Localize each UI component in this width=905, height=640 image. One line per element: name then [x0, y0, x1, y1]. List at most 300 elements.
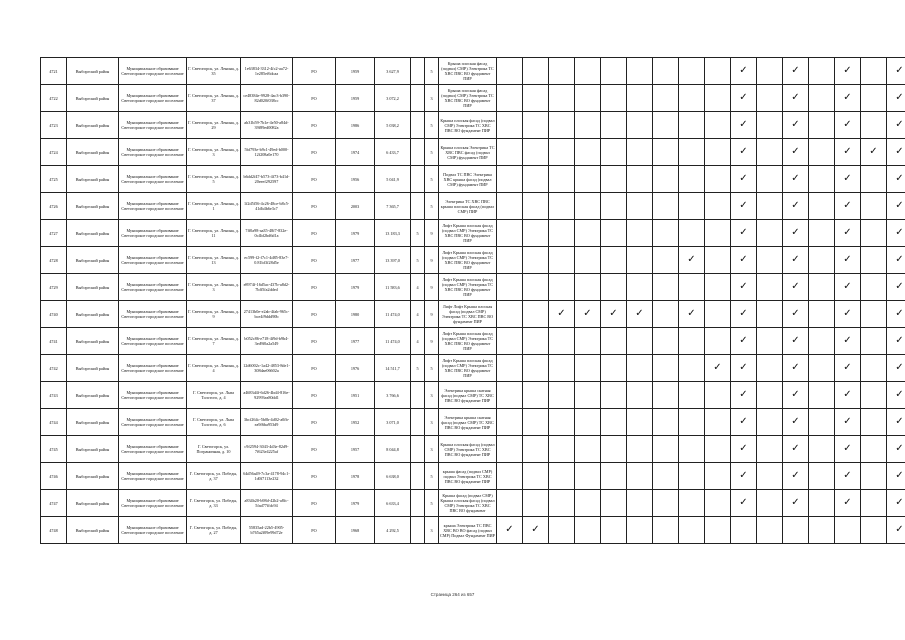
empty-mark-cell	[497, 193, 523, 220]
empty-mark-cell	[679, 409, 705, 436]
empty-mark-cell	[653, 355, 679, 382]
empty-mark-cell	[523, 193, 549, 220]
table-row	[41, 490, 905, 517]
empty-mark-cell	[861, 193, 887, 220]
empty-mark-cell	[523, 85, 549, 112]
empty-mark-cell	[705, 112, 731, 139]
type-cell: РО	[293, 193, 336, 220]
empty-mark-cell	[757, 517, 783, 544]
empty-mark-cell	[653, 301, 679, 328]
checkmark-icon: ✓	[887, 409, 905, 436]
floors-cell	[411, 139, 425, 166]
empty-mark-cell	[679, 220, 705, 247]
checkmark-icon: ✓	[731, 490, 757, 517]
works-cell: Лифт Крыша плоская фасад (подвал СМР) Электрика ТС ХВС ПВС ВО фундамент ПИР	[439, 220, 497, 247]
empty-mark-cell	[497, 85, 523, 112]
checkmark-icon: ✓	[887, 436, 905, 463]
entrances-cell: 5	[425, 355, 439, 382]
empty-mark-cell	[861, 220, 887, 247]
empty-mark-cell	[679, 517, 705, 544]
empty-mark-cell	[809, 166, 835, 193]
checkmark-icon: ✓	[783, 355, 809, 382]
empty-mark-cell	[627, 328, 653, 355]
empty-mark-cell	[627, 193, 653, 220]
owner-cell: Муниципальное образование Светогорское городское поселение	[119, 463, 187, 490]
empty-mark-cell	[653, 193, 679, 220]
table-row	[41, 166, 905, 193]
empty-mark-cell	[809, 139, 835, 166]
checkmark-icon: ✓	[783, 328, 809, 355]
empty-mark-cell	[627, 355, 653, 382]
area-cell: 3 766,6	[375, 382, 411, 409]
floors-cell: 5	[411, 220, 425, 247]
empty-mark-cell	[497, 463, 523, 490]
floors-cell	[411, 193, 425, 220]
table-row	[41, 193, 905, 220]
table-row	[41, 220, 905, 247]
checkmark-icon: ✓	[835, 220, 861, 247]
empty-mark-cell	[627, 436, 653, 463]
empty-mark-cell	[705, 247, 731, 274]
works-cell: Крыша плоская Электрика ТС ХВС ПВС фасад (подвал СМР) фундамент ПИР	[439, 139, 497, 166]
entrances-cell: 9	[425, 220, 439, 247]
checkmark-icon: ✓	[731, 85, 757, 112]
type-cell: РО	[293, 328, 336, 355]
empty-mark-cell	[627, 139, 653, 166]
address-cell: Г. Светогорск, ул. Ленина, д. 13	[187, 247, 241, 274]
type-cell: РО	[293, 301, 336, 328]
code-cell: ab31b59-7b1e-4e50-a84d-39f89ed0082a	[241, 112, 293, 139]
empty-mark-cell	[757, 112, 783, 139]
year-cell: 1978	[336, 463, 375, 490]
area-cell: 7 365,7	[375, 193, 411, 220]
year-cell: 1959	[336, 58, 375, 85]
floors-cell	[411, 166, 425, 193]
area-cell: 4 292,5	[375, 517, 411, 544]
checkmark-icon: ✓	[861, 139, 887, 166]
checkmark-icon: ✓	[887, 112, 905, 139]
checkmark-icon: ✓	[731, 301, 757, 328]
year-cell: 1980	[336, 301, 375, 328]
owner-cell: Муниципальное образование Светогорское городское поселение	[119, 139, 187, 166]
type-cell: РО	[293, 409, 336, 436]
empty-mark-cell	[549, 166, 575, 193]
empty-mark-cell	[653, 139, 679, 166]
area-cell: 13 183,3	[375, 220, 411, 247]
empty-mark-cell	[653, 490, 679, 517]
checkmark-icon: ✓	[731, 247, 757, 274]
entrances-cell: 9	[425, 247, 439, 274]
code-cell: 12d6002c-1a42-4853-8de1-308dae06602a	[241, 355, 293, 382]
checkmark-icon: ✓	[835, 193, 861, 220]
checkmark-icon: ✓	[835, 274, 861, 301]
district-cell: Выборгский район	[67, 166, 119, 193]
empty-mark-cell	[627, 247, 653, 274]
checkmark-icon: ✓	[783, 193, 809, 220]
register-table	[40, 57, 905, 544]
owner-cell: Муниципальное образование Светогорское городское поселение	[119, 301, 187, 328]
checkmark-icon: ✓	[731, 139, 757, 166]
address-cell: Г. Светогорск, ул. Ленина, д. 3	[187, 274, 241, 301]
table-row	[41, 247, 905, 274]
empty-mark-cell	[601, 382, 627, 409]
empty-mark-cell	[679, 436, 705, 463]
district-cell: Выборгский район	[67, 328, 119, 355]
table-row	[41, 436, 905, 463]
row-id-cell: 4743	[41, 382, 67, 409]
empty-mark-cell	[523, 112, 549, 139]
district-cell: Выборгский район	[67, 517, 119, 544]
owner-cell: Муниципальное образование Светогорское городское поселение	[119, 355, 187, 382]
row-id-cell: 4740	[41, 301, 67, 328]
empty-mark-cell	[497, 220, 523, 247]
empty-mark-cell	[809, 328, 835, 355]
district-cell: Выборгский район	[67, 220, 119, 247]
empty-mark-cell	[757, 301, 783, 328]
owner-cell: Муниципальное образование Светогорское городское поселение	[119, 112, 187, 139]
empty-mark-cell	[549, 355, 575, 382]
empty-mark-cell	[861, 436, 887, 463]
empty-mark-cell	[549, 328, 575, 355]
empty-mark-cell	[679, 463, 705, 490]
checkmark-icon: ✓	[731, 409, 757, 436]
empty-mark-cell	[575, 328, 601, 355]
type-cell: РО	[293, 274, 336, 301]
row-id-cell: 4729	[41, 274, 67, 301]
year-cell: 1957	[336, 436, 375, 463]
empty-mark-cell	[861, 166, 887, 193]
floors-cell	[411, 382, 425, 409]
type-cell: РО	[293, 112, 336, 139]
entrances-cell: 5	[425, 463, 439, 490]
address-cell: Г. Светогорск, ул. Пограничная, д. 10	[187, 436, 241, 463]
row-id-cell: 4744	[41, 409, 67, 436]
empty-mark-cell	[679, 166, 705, 193]
empty-mark-cell	[497, 166, 523, 193]
checkmark-icon: ✓	[627, 301, 653, 328]
empty-mark-cell	[497, 58, 523, 85]
floors-cell	[411, 490, 425, 517]
checkmark-icon: ✓	[835, 166, 861, 193]
empty-mark-cell	[809, 409, 835, 436]
owner-cell: Муниципальное образование Светогорское городское поселение	[119, 274, 187, 301]
empty-mark-cell	[627, 85, 653, 112]
address-cell: Г. Светогорск, ул. Победы, д. 33	[187, 490, 241, 517]
empty-mark-cell	[523, 139, 549, 166]
area-cell: 5 038,2	[375, 112, 411, 139]
empty-mark-cell	[809, 58, 835, 85]
empty-mark-cell	[679, 328, 705, 355]
code-cell: e8974f-16d5ac-437b-a8d2-7bff5fa2dded	[241, 274, 293, 301]
row-id-cell: 4746	[41, 463, 67, 490]
works-cell: Лифт Крыша плоская фасад (подвал СМР) Электрика ТС ХВС ПВС ВО фундамент ПИР	[439, 355, 497, 382]
area-cell: 3 072,2	[375, 85, 411, 112]
area-cell: 3 627,9	[375, 58, 411, 85]
address-cell: Г. Светогорск, ул. Льва Толстого, д. 4	[187, 382, 241, 409]
empty-mark-cell	[861, 274, 887, 301]
checkmark-icon: ✓	[783, 220, 809, 247]
empty-mark-cell	[679, 112, 705, 139]
empty-mark-cell	[653, 517, 679, 544]
checkmark-icon: ✓	[731, 463, 757, 490]
row-id-cell: 4722	[41, 85, 67, 112]
checkmark-icon: ✓	[497, 517, 523, 544]
entrances-cell: 5	[425, 139, 439, 166]
empty-mark-cell	[861, 355, 887, 382]
year-cell: 1986	[336, 112, 375, 139]
code-cell: b6dd2f47-b573-4f73-b41d-20eeef292597	[241, 166, 293, 193]
checkmark-icon: ✓	[601, 301, 627, 328]
empty-mark-cell	[575, 517, 601, 544]
checkmark-icon: ✓	[731, 58, 757, 85]
empty-mark-cell	[575, 247, 601, 274]
empty-mark-cell	[861, 58, 887, 85]
empty-mark-cell	[575, 220, 601, 247]
empty-mark-cell	[549, 220, 575, 247]
checkmark-icon: ✓	[783, 301, 809, 328]
year-cell: 1977	[336, 328, 375, 355]
empty-mark-cell	[653, 247, 679, 274]
floors-cell	[411, 58, 425, 85]
empty-mark-cell	[731, 517, 757, 544]
address-cell: Г. Светогорск, ул. Ленина, д. 37	[187, 85, 241, 112]
empty-mark-cell	[757, 463, 783, 490]
empty-mark-cell	[653, 382, 679, 409]
empty-mark-cell	[601, 463, 627, 490]
row-id-cell: 4745	[41, 436, 67, 463]
entrances-cell: 9	[425, 328, 439, 355]
empty-mark-cell	[497, 274, 523, 301]
owner-cell: Муниципальное образование Светогорское городское поселение	[119, 436, 187, 463]
works-cell: Крыша плоская фасад (подвал) СМР) Электрика ТС ХВС ПВС ВО фундамент ПИР	[439, 85, 497, 112]
table-row	[41, 139, 905, 166]
works-cell: Электрика крыша скатная фасад (подвал СМР) ТС ХВС ПВС ВО фундамент ПИР	[439, 382, 497, 409]
empty-mark-cell	[549, 139, 575, 166]
type-cell: РО	[293, 58, 336, 85]
empty-mark-cell	[653, 112, 679, 139]
empty-mark-cell	[809, 220, 835, 247]
code-cell: 5bf793e-b9c1-49ed-b000-12f208a0e170	[241, 139, 293, 166]
empty-mark-cell	[679, 139, 705, 166]
empty-mark-cell	[549, 409, 575, 436]
floors-cell: 4	[411, 301, 425, 328]
area-cell: 13 397,0	[375, 247, 411, 274]
empty-mark-cell	[809, 193, 835, 220]
empty-mark-cell	[627, 166, 653, 193]
empty-mark-cell	[653, 328, 679, 355]
owner-cell: Муниципальное образование Светогорское городское поселение	[119, 409, 187, 436]
empty-mark-cell	[601, 193, 627, 220]
empty-mark-cell	[757, 247, 783, 274]
empty-mark-cell	[627, 409, 653, 436]
empty-mark-cell	[601, 490, 627, 517]
works-cell: крыша фасад (подвал СМР) подвал Электрика ТС ХВС ПВС ВО фундамент ПИР	[439, 463, 497, 490]
empty-mark-cell	[549, 436, 575, 463]
table-row	[41, 58, 905, 85]
empty-mark-cell	[523, 436, 549, 463]
empty-mark-cell	[861, 382, 887, 409]
empty-mark-cell	[549, 274, 575, 301]
empty-mark-cell	[575, 409, 601, 436]
row-id-cell: 4724	[41, 139, 67, 166]
empty-mark-cell	[861, 517, 887, 544]
row-id-cell: 4723	[41, 112, 67, 139]
type-cell: РО	[293, 166, 336, 193]
empty-mark-cell	[679, 85, 705, 112]
code-cell: 55835ad-22b5-4905-b765a2f09e99d72e	[241, 517, 293, 544]
empty-mark-cell	[861, 85, 887, 112]
works-cell: Подвал ТС ПВС Электрика ХВС крыша фасад (подвал СМР) фундамент ПИР	[439, 166, 497, 193]
checkmark-icon: ✓	[887, 382, 905, 409]
entrances-cell: 5	[425, 112, 439, 139]
empty-mark-cell	[601, 139, 627, 166]
owner-cell: Муниципальное образование Светогорское городское поселение	[119, 517, 187, 544]
checkmark-icon: ✓	[731, 166, 757, 193]
empty-mark-cell	[601, 112, 627, 139]
checkmark-icon: ✓	[679, 301, 705, 328]
empty-mark-cell	[627, 274, 653, 301]
empty-mark-cell	[757, 382, 783, 409]
checkmark-icon: ✓	[783, 274, 809, 301]
empty-mark-cell	[861, 247, 887, 274]
address-cell: Г. Светогорск, ул. Ленина, д. 3	[187, 139, 241, 166]
checkmark-icon: ✓	[835, 328, 861, 355]
type-cell: РО	[293, 139, 336, 166]
checkmark-icon: ✓	[679, 247, 705, 274]
owner-cell: Муниципальное образование Светогорское городское поселение	[119, 382, 187, 409]
row-id-cell: 4726	[41, 193, 67, 220]
empty-mark-cell	[861, 301, 887, 328]
year-cell: 2003	[336, 193, 375, 220]
empty-mark-cell	[809, 382, 835, 409]
empty-mark-cell	[601, 436, 627, 463]
empty-mark-cell	[523, 490, 549, 517]
empty-mark-cell	[861, 328, 887, 355]
district-cell: Выборгский район	[67, 463, 119, 490]
district-cell: Выборгский район	[67, 274, 119, 301]
empty-mark-cell	[757, 166, 783, 193]
empty-mark-cell	[523, 58, 549, 85]
type-cell: РО	[293, 85, 336, 112]
empty-mark-cell	[809, 517, 835, 544]
empty-mark-cell	[705, 220, 731, 247]
works-cell: Лифт Лифт Крыша плоская фасад (подвал СМР) Электрика ТС ХВС ПВС ВО фундамент ПИР	[439, 301, 497, 328]
works-cell: Лифт Крыша плоская фасад (подвал СМР) Электрика ТС ХВС ПВС ВО фундамент ПИР	[439, 247, 497, 274]
empty-mark-cell	[497, 328, 523, 355]
empty-mark-cell	[575, 436, 601, 463]
empty-mark-cell	[705, 193, 731, 220]
year-cell: 1977	[336, 247, 375, 274]
empty-mark-cell	[549, 463, 575, 490]
row-id-cell: 4747	[41, 490, 67, 517]
checkmark-icon: ✓	[731, 436, 757, 463]
code-cell: c9f2594-3043-4d3e-82d9-7f623e4225af	[241, 436, 293, 463]
type-cell: РО	[293, 220, 336, 247]
works-cell: Лифт Крыша плоская фасад (подвал СМР) Электрика ТС ХВС ПВС ВО фундамент ПИР	[439, 274, 497, 301]
type-cell: РО	[293, 382, 336, 409]
area-cell: 6 638,0	[375, 463, 411, 490]
floors-cell	[411, 436, 425, 463]
checkmark-icon: ✓	[887, 166, 905, 193]
address-cell: Г. Светогорск, ул. Ленина, д. 11	[187, 220, 241, 247]
floors-cell	[411, 463, 425, 490]
checkmark-icon: ✓	[783, 436, 809, 463]
address-cell: Г. Светогорск, ул. Победы, д. 37	[187, 463, 241, 490]
area-cell: 11 474,0	[375, 328, 411, 355]
empty-mark-cell	[757, 139, 783, 166]
checkmark-icon: ✓	[783, 463, 809, 490]
address-cell: Г. Светогорск, ул. Ленина, д. 35	[187, 58, 241, 85]
checkmark-icon: ✓	[731, 274, 757, 301]
checkmark-icon: ✓	[835, 58, 861, 85]
empty-mark-cell	[549, 382, 575, 409]
empty-mark-cell	[627, 112, 653, 139]
empty-mark-cell	[757, 409, 783, 436]
checkmark-icon: ✓	[887, 247, 905, 274]
checkmark-icon: ✓	[731, 355, 757, 382]
entrances-cell: 5	[425, 58, 439, 85]
empty-mark-cell	[653, 409, 679, 436]
floors-cell	[411, 85, 425, 112]
empty-mark-cell	[601, 517, 627, 544]
works-cell: Крыша плоская фасад (подвал) СМР) Электрика ТС ХВС ПВС ВО фундамент ПИР	[439, 58, 497, 85]
entrances-cell: 5	[425, 193, 439, 220]
owner-cell: Муниципальное образование Светогорское городское поселение	[119, 490, 187, 517]
table-row	[41, 85, 905, 112]
empty-mark-cell	[653, 58, 679, 85]
owner-cell: Муниципальное образование Светогорское городское поселение	[119, 193, 187, 220]
empty-mark-cell	[653, 85, 679, 112]
entrances-cell: 5	[425, 166, 439, 193]
empty-mark-cell	[757, 220, 783, 247]
works-cell: крыша Электрика ТС ПВС ХВС ВО ВО фасад (подвал СМР) Подвал Фундамент ПИР	[439, 517, 497, 544]
empty-mark-cell	[705, 301, 731, 328]
checkmark-icon: ✓	[783, 247, 809, 274]
empty-mark-cell	[705, 463, 731, 490]
empty-mark-cell	[523, 355, 549, 382]
area-cell: 14 511,7	[375, 355, 411, 382]
empty-mark-cell	[549, 58, 575, 85]
year-cell: 1979	[336, 274, 375, 301]
checkmark-icon: ✓	[887, 193, 905, 220]
code-cell: b052c86-e718-4f9d-b9b4-3ed9f0a2a549	[241, 328, 293, 355]
table-row	[41, 382, 905, 409]
checkmark-icon: ✓	[783, 85, 809, 112]
address-cell: Г. Светогорск, ул. Ленина, д. 9	[187, 301, 241, 328]
empty-mark-cell	[497, 247, 523, 274]
empty-mark-cell	[757, 490, 783, 517]
district-cell: Выборгский район	[67, 436, 119, 463]
owner-cell: Муниципальное образование Светогорское городское поселение	[119, 247, 187, 274]
empty-mark-cell	[575, 193, 601, 220]
empty-mark-cell	[705, 490, 731, 517]
empty-mark-cell	[757, 58, 783, 85]
empty-mark-cell	[679, 58, 705, 85]
empty-mark-cell	[575, 112, 601, 139]
works-cell: Лифт Крыша плоская фасад (подвал СМР) Электрика ТС ХВС ПВС ВО фундамент ПИР	[439, 328, 497, 355]
district-cell: Выборгский район	[67, 85, 119, 112]
empty-mark-cell	[809, 463, 835, 490]
floors-cell: 4	[411, 274, 425, 301]
row-id-cell: 4748	[41, 517, 67, 544]
checkmark-icon: ✓	[887, 517, 905, 544]
table-row	[41, 274, 905, 301]
checkmark-icon: ✓	[835, 463, 861, 490]
empty-mark-cell	[523, 274, 549, 301]
checkmark-icon: ✓	[783, 490, 809, 517]
empty-mark-cell	[575, 382, 601, 409]
empty-mark-cell	[575, 355, 601, 382]
